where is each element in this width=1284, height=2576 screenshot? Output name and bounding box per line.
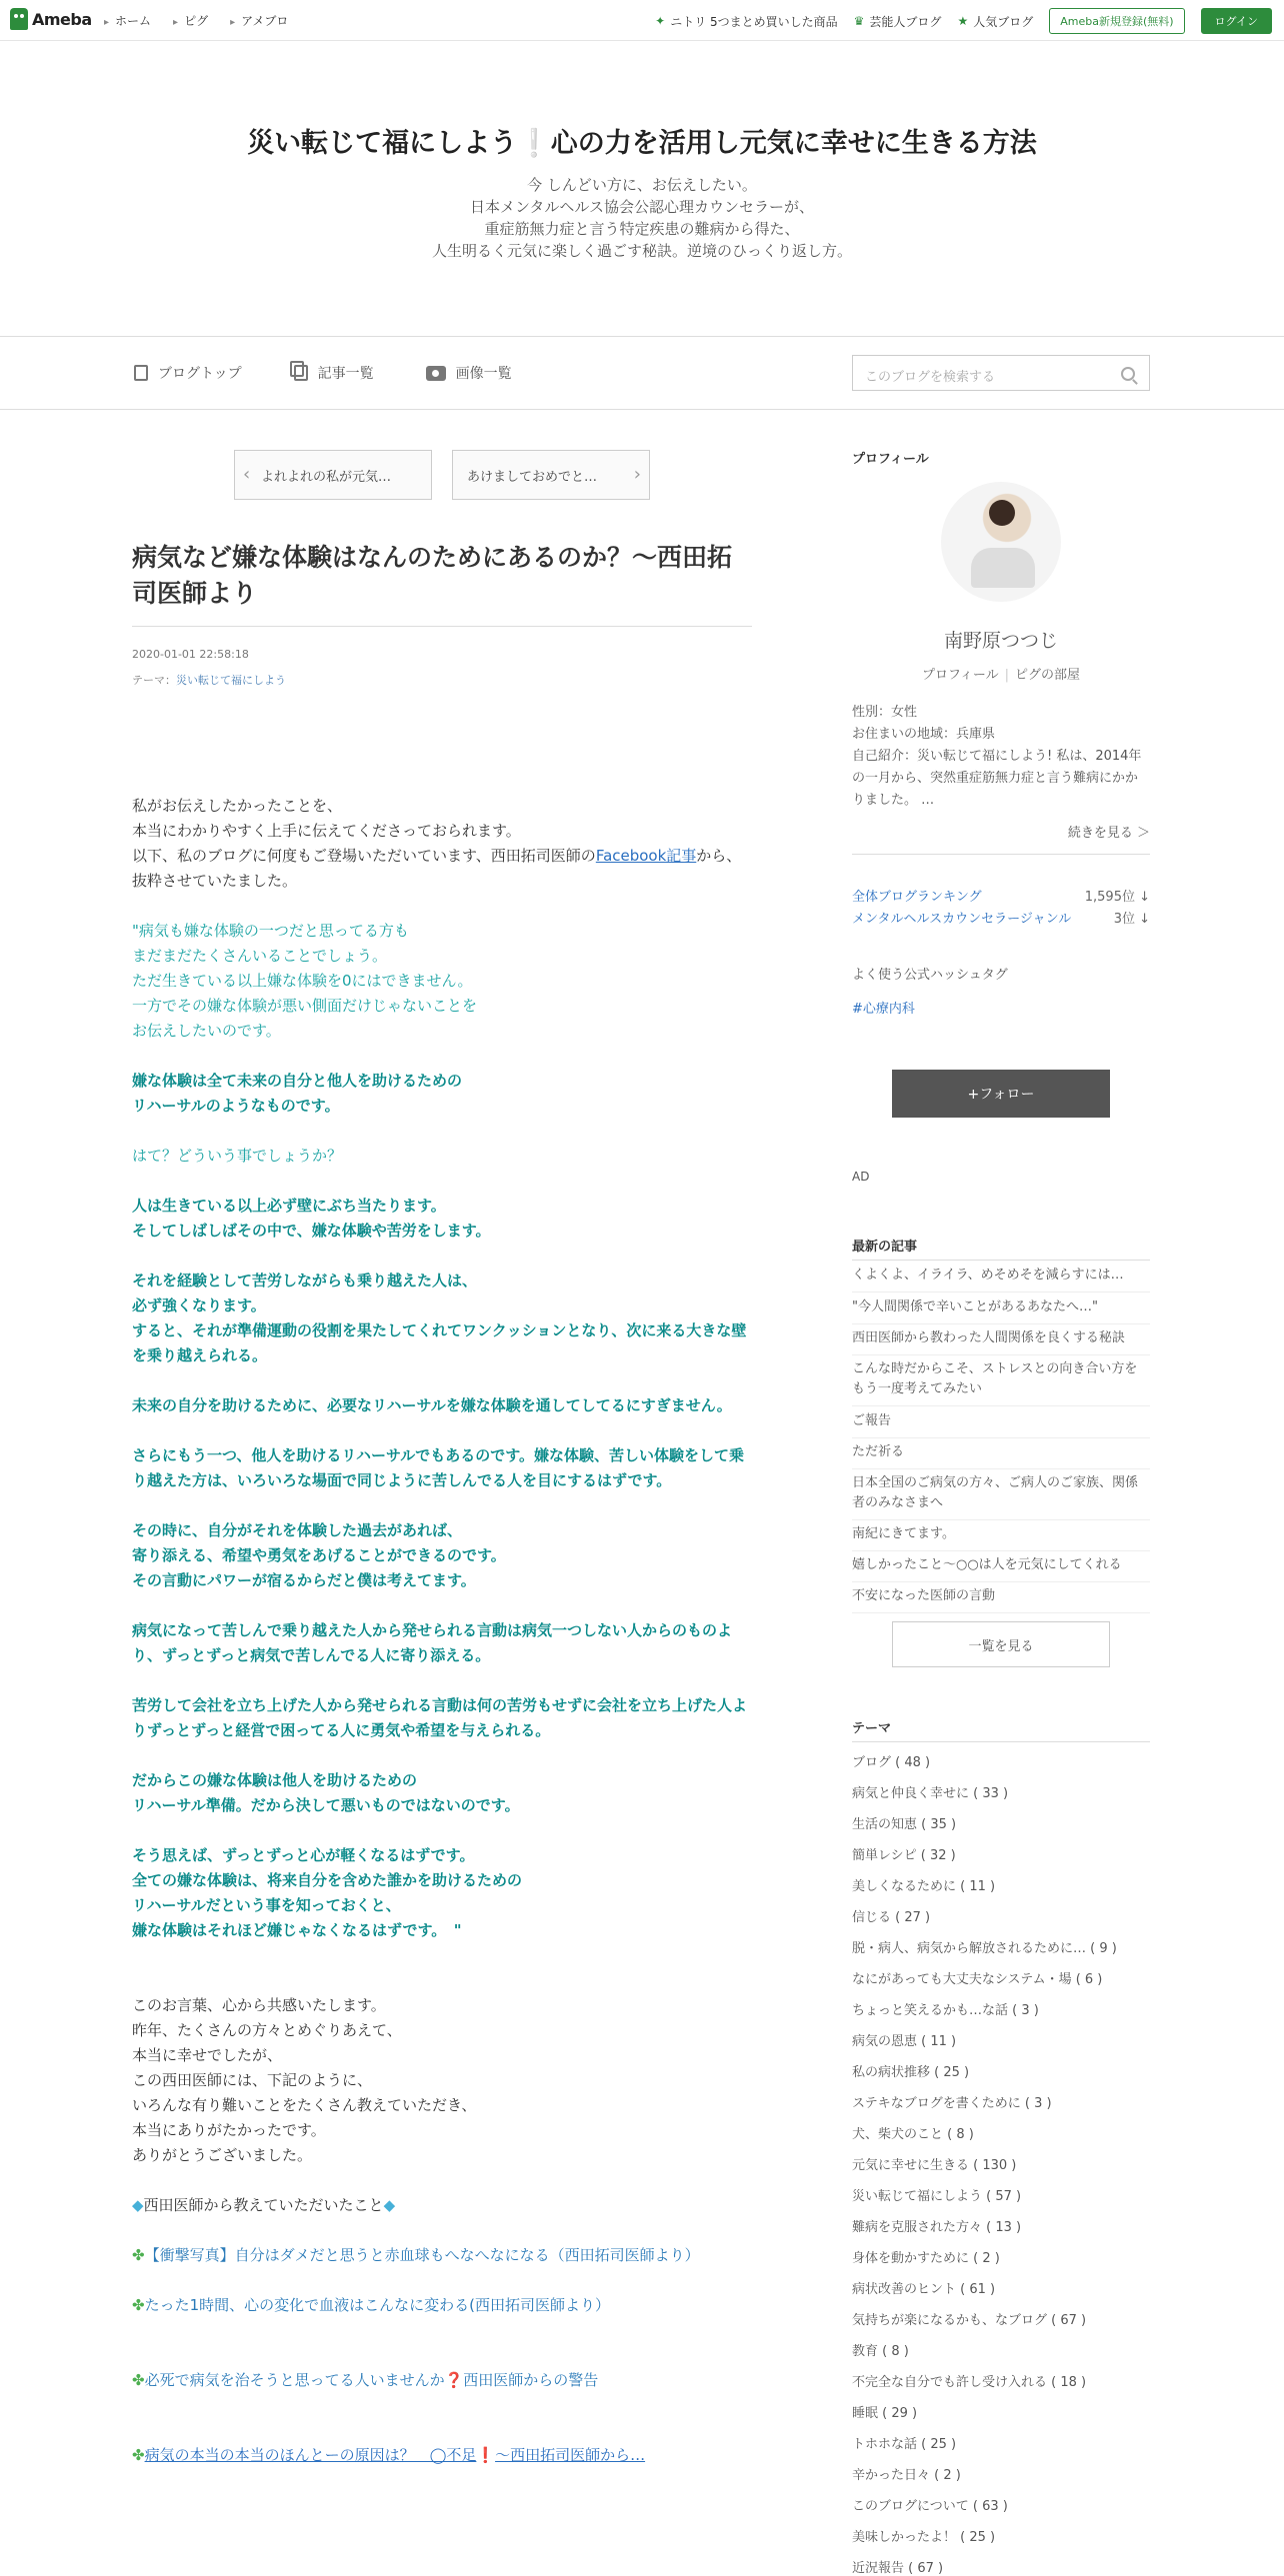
prev-article-button[interactable] <box>234 450 432 500</box>
nav-blog-top-label: ブログトップ <box>158 366 242 382</box>
global-header <box>0 0 1284 41</box>
ameba-logo[interactable] <box>10 8 92 30</box>
next-article-label: あけましておめでと… <box>467 469 598 485</box>
promo-popular-label: 人気ブログ <box>973 14 1034 29</box>
nav-home-link[interactable]: ▸ ホーム <box>104 12 151 29</box>
chevron-right-icon: › <box>633 464 641 485</box>
nav-pigg-link[interactable]: ▸ ピグ <box>173 12 208 29</box>
theme-link[interactable]: 身体を動かすために ( 2 ) <box>852 2251 1000 2266</box>
link-separator: | <box>1004 668 1010 683</box>
sidebar-divider <box>852 854 1150 855</box>
profile-name[interactable]: 南野原つつじ <box>943 630 1058 652</box>
diamond-icon: ◆ <box>383 2196 396 2214</box>
ranking-row <box>852 908 1150 927</box>
quote-paragraph: "病気も嫌な体験の一つだと思ってる方も まだまだたくさんいることでしょう。 ただ生きている以上嫌な体験を0にはできません。 一方でその嫌な体験が悪い側面だけじゃないことを お伝えしたいのです。 <box>132 922 478 1040</box>
diamond-icon: ◆ <box>132 2196 144 2214</box>
related-article-link[interactable]: 【衝撃写真】自分はダメだと思うと赤血球もへなへなになる（西田拓司医師より） <box>144 2246 700 2264</box>
theme-link[interactable]: 睡眠 ( 29 ) <box>852 2406 918 2421</box>
theme-link[interactable]: 不完全な自分でも許し受け入れる ( 18 ) <box>852 2375 1087 2390</box>
clover-icon: ✤ <box>132 2446 145 2464</box>
recent-article-link[interactable]: 日本全国のご病気の方々、ご病人のご家族、関係者のみなさまへ <box>852 1473 1150 1520</box>
theme-heading: テーマ <box>852 1721 892 1736</box>
theme-link[interactable]: 病状改善のヒント ( 61 ) <box>852 2282 996 2297</box>
quote-paragraph: それを経験として苦労しながらも乗り越えた人は、 必ず強くなります。 すると、それが準備運動の役割を果たしてくれてワンクッションとなり、次に来る大きな壁を乗り越えられる。 <box>132 1272 747 1364</box>
recent-article-link[interactable]: ただ祈る <box>852 1442 1150 1469</box>
question-mark-icon: ❓ <box>444 2371 464 2389</box>
promo-celebrity-label: 芸能人ブログ <box>869 14 942 29</box>
blog-header <box>0 41 1284 336</box>
avatar[interactable] <box>941 482 1061 602</box>
ranking-link[interactable]: 全体ブログランキング <box>852 890 982 905</box>
recent-article-link[interactable]: こんな時だからこそ、ストレスとの向き合い方をもう一度考えてみたい <box>852 1359 1150 1406</box>
theme-link[interactable]: 辛かった日々 ( 2 ) <box>852 2468 961 2483</box>
recent-article-link[interactable]: 南紀にきてます。 <box>852 1524 1150 1551</box>
register-button[interactable]: Ameba新規登録(無料) <box>1049 8 1184 34</box>
article-title: 病気など嫌な体験はなんのためにあるのか？〜西田拓司医師より <box>132 543 733 608</box>
article-pager <box>234 450 650 500</box>
theme-link[interactable]: ちょっと笑えるかも…な話 ( 3 ) <box>852 2003 1039 2018</box>
article-theme-label: テーマ： <box>132 674 176 687</box>
recent-article-link[interactable]: 不安になった医師の言動 <box>852 1586 1150 1613</box>
theme-link[interactable]: 近況報告 ( 67 ) <box>852 2561 944 2576</box>
related-link-row <box>132 2293 752 2318</box>
blog-nav <box>0 336 1284 410</box>
intro-text-2: 以下、私のブログに何度もご登場いただいています、西田拓司医師の <box>132 847 596 865</box>
theme-link[interactable]: ブログ ( 48 ) <box>852 1755 931 1770</box>
taught-heading <box>132 2193 752 2218</box>
related-article-link[interactable]: 〜西田拓司医師から… <box>495 2446 646 2464</box>
article-body <box>132 794 752 2493</box>
related-article-link[interactable]: 西田医師からの警告 <box>463 2371 599 2389</box>
header-right <box>655 8 1272 34</box>
theme-link[interactable]: 教育 ( 8 ) <box>852 2344 909 2359</box>
crown-icon: ♛ <box>853 14 865 28</box>
quote-paragraph: 嫌な体験は全て未来の自分と他人を助けるための リハーサルのようなものです。 <box>132 1072 463 1115</box>
profile-link[interactable]: プロフィール <box>921 668 999 683</box>
nav-article-list-label: 記事一覧 <box>317 366 374 382</box>
blog-title[interactable]: 災い転じて福にしよう❕心の力を活用し元気に幸せに生きる方法 <box>247 128 1037 159</box>
theme-link[interactable]: 病気の恩恵 ( 11 ) <box>852 2034 957 2049</box>
title-divider <box>132 626 752 627</box>
theme-link[interactable]: なにがあっても大丈夫なシステム・場 ( 6 ) <box>852 1972 1103 1987</box>
nav-ameblo-link[interactable]: ▸ アメブロ <box>230 12 288 29</box>
facebook-article-link[interactable]: Facebook記事 <box>595 847 697 865</box>
promo-nitori-label: ニトリ 5つまとめ買いした商品 <box>670 14 838 29</box>
quote-paragraph: 病気になって苦しんで乗り越えた人から発せられる言動は病気一つしない人からのものより、ずっとずっと病気で苦しんでる人に寄り添える。 <box>132 1621 733 1664</box>
hashtag-heading: よく使う公式ハッシュタグ <box>852 968 1008 983</box>
recent-article-link[interactable]: 西田医師から教わった人間関係を良くする秘訣 <box>852 1328 1150 1355</box>
related-article-link[interactable]: 必死で病気を治そうと思ってる人いませんか <box>144 2371 445 2389</box>
sidebar-divider <box>852 1260 1150 1261</box>
sidebar-divider <box>852 1741 1150 1742</box>
quote-paragraph: 未来の自分を助けるために、必要なリハーサルを嫌な体験を通してしてるにすぎません。 <box>132 1396 732 1414</box>
theme-link[interactable]: ステキなブログを書くために ( 3 ) <box>852 2096 1052 2111</box>
login-button[interactable]: ログイン <box>1201 8 1272 34</box>
quote-paragraph: だからこの嫌な体験は他人を助けるための リハーサル準備。だから決して悪いものではないのです。 <box>132 1771 520 1814</box>
theme-link[interactable]: 難病を克服された方々 ( 13 ) <box>852 2220 1022 2235</box>
article-date: 2020-01-01 22:58:18 <box>132 648 249 661</box>
ranking-link[interactable]: メンタルヘルスカウンセラージャンル <box>852 912 1072 927</box>
profile-more-link[interactable]: 続きを見る ＞ <box>1067 826 1150 841</box>
nav-image-list[interactable] <box>426 363 512 383</box>
blog-description: 今 しんどい方に、お伝えしたい。 日本メンタルヘルス協会公認心理カウンセラーが、 重症筋無力症と言う特定疾患の難病から得た、 人生明るく元気に楽しく過ごす秘訣。逆境のひっくり返し方。 <box>431 176 852 260</box>
recent-article-link[interactable]: "今人間関係で辛いことがあるあなたへ…" <box>852 1297 1150 1324</box>
profile-links <box>852 664 1150 683</box>
ameba-logo-icon <box>10 8 28 30</box>
pig-room-link[interactable]: ピグの部屋 <box>1015 668 1081 683</box>
next-article-button[interactable] <box>452 450 650 500</box>
hashtag-link[interactable]: #心療内科 <box>852 1002 915 1017</box>
ranking-row <box>852 886 1150 905</box>
theme-link[interactable]: 美しくなるために ( 11 ) <box>852 1879 996 1894</box>
theme-link[interactable]: このブログについて ( 63 ) <box>852 2499 1008 2514</box>
theme-link[interactable]: 病気と仲良く幸せに ( 33 ) <box>852 1786 1009 1801</box>
recent-more-button[interactable]: 一覧を見る <box>892 1621 1110 1667</box>
quote-paragraph: さらにもう一つ、他人を助けるリハーサルでもあるのです。嫌な体験、苦しい体験をして乗り越えた方は、いろいろな場面で同じように苦しんでる人を目にするはずです。 <box>132 1446 745 1489</box>
intro-text-3: から、抜粋させていたました。 <box>132 847 742 890</box>
recent-article-link[interactable]: ご報告 <box>852 1411 1150 1438</box>
search-icon[interactable] <box>1121 367 1135 381</box>
global-nav <box>104 12 288 29</box>
exclamation-icon: ❗ <box>476 2446 496 2464</box>
related-article-link[interactable]: たった1時間、心の変化で血液はこんなに変わる(西田拓司医師より） <box>144 2296 610 2314</box>
promo-nitori-link[interactable] <box>655 13 838 30</box>
chevron-left-icon: ‹ <box>243 464 251 485</box>
theme-link[interactable]: 脱・病人、病気から解放されるために… ( 9 ) <box>852 1941 1117 1956</box>
article-paragraph <box>132 794 752 894</box>
article-theme-link[interactable]: 災い転じて福にしよう <box>176 674 286 687</box>
outro-paragraph: このお言葉、心から共感いたします。 昨年、たくさんの方々とめぐりあえて、 本当に幸せでしたが、 この西田医師には、下記のように、 いろんな有り難いことをたくさん教えていただき、 本当にありがたかったです。 ありがとうございました。 <box>132 1996 477 2164</box>
nav-blog-top[interactable] <box>134 363 242 383</box>
theme-link[interactable]: 簡単レシピ ( 32 ) <box>852 1848 956 1863</box>
ranking-value: 1,595位 ↓ <box>1084 890 1150 905</box>
theme-link[interactable]: 美味しかったよ！ ( 25 ) <box>852 2530 996 2545</box>
recent-article-link[interactable]: くよくよ、イライラ、めそめそを減らすには… <box>852 1266 1150 1292</box>
theme-link[interactable]: 気持ちが楽になるかも、なブログ ( 67 ) <box>852 2313 1087 2328</box>
recent-heading: 最新の記事 <box>852 1240 918 1255</box>
quote-paragraph: そう思えば、ずっとずっと心が軽くなるはずです。 全ての嫌な体験は、将来自分を含めた誰かを助けるための リハーサルだという事を知っておくと、 嫌な体験はそれほど嫌じゃなくなるはずです。 " <box>132 1846 523 1939</box>
recent-article-link[interactable]: 嬉しかったこと〜○○は人を元気にしてくれる <box>852 1555 1150 1582</box>
related-link-row <box>132 2243 752 2268</box>
theme-link[interactable]: 災い転じて福にしよう ( 57 ) <box>852 2189 1022 2204</box>
theme-link[interactable]: 生活の知恵 ( 35 ) <box>852 1817 957 1832</box>
related-link-row <box>132 2443 752 2468</box>
document-icon <box>134 365 148 381</box>
ranking-value: 3位 ↓ <box>1113 912 1150 927</box>
nav-image-list-label: 画像一覧 <box>455 366 512 382</box>
nav-article-list[interactable] <box>294 363 374 383</box>
blog-search-input[interactable] <box>852 355 1150 391</box>
promo-celebrity-link[interactable] <box>854 13 942 30</box>
quote-paragraph: 人は生きている以上必ず壁にぶち当たります。 そしてしばしばその中で、嫌な体験や苦労をします。 <box>132 1197 491 1240</box>
quote-paragraph: はて？どういう事でしょうか？ <box>132 1147 343 1165</box>
prev-article-label: よれよれの私が元気… <box>261 469 392 485</box>
article-theme <box>132 672 286 688</box>
ameba-logo-text: Ameba <box>32 9 92 29</box>
related-article-link[interactable]: 病気の本当の本当のほんとーの原因は？ ◯不足 <box>144 2446 477 2464</box>
search-placeholder: このブログを検索する <box>865 370 996 385</box>
ad-label: AD <box>852 1170 870 1184</box>
intro-text: 私がお伝えしたかったことを、 本当にわかりやすく上手に伝えてくださっておられます。 <box>132 797 521 840</box>
theme-link[interactable]: 元気に幸せに生きる ( 130 ) <box>852 2158 1017 2173</box>
follow-button[interactable]: +フォロー <box>892 1070 1110 1118</box>
copy-icon <box>294 365 308 381</box>
quote-paragraph: その時に、自分がそれを体験した過去があれば、 寄り添える、希望や勇気をあげることができるのです。 その言動にパワーが宿るからだと僕は考えてます。 <box>132 1521 506 1589</box>
camera-icon <box>426 366 446 381</box>
theme-link[interactable]: 犬、柴犬のこと ( 8 ) <box>852 2127 974 2142</box>
star-icon: ★ <box>957 14 969 28</box>
profile-info: 性別：女性 お住まいの地域：兵庫県 自己紹介：災い転じて福にしよう! 私は、2014年の一月から、突然重症筋無力症と言う難病にかかりました。 … <box>852 705 1142 808</box>
theme-link[interactable]: 信じる ( 27 ) <box>852 1910 931 1925</box>
clover-icon: ✤ <box>132 2246 145 2264</box>
theme-link[interactable]: トホホな話 ( 25 ) <box>852 2437 957 2452</box>
quote-paragraph: 苦労して会社を立ち上げた人から発せられる言動は何の苦労もせずに会社を立ち上げた人よりずっとずっと経営で困ってる人に勇気や希望を与えられる。 <box>132 1696 748 1739</box>
taught-heading-text: 西田医師から教えていただいたこと <box>143 2196 384 2214</box>
profile-heading: プロフィール <box>852 452 929 467</box>
sparkle-icon: ✦ <box>655 14 666 28</box>
clover-icon: ✤ <box>132 2371 145 2389</box>
theme-link[interactable]: 私の病状推移 ( 25 ) <box>852 2065 970 2080</box>
clover-icon: ✤ <box>132 2296 145 2314</box>
promo-popular-link[interactable] <box>957 13 1033 30</box>
related-link-row <box>132 2368 752 2393</box>
